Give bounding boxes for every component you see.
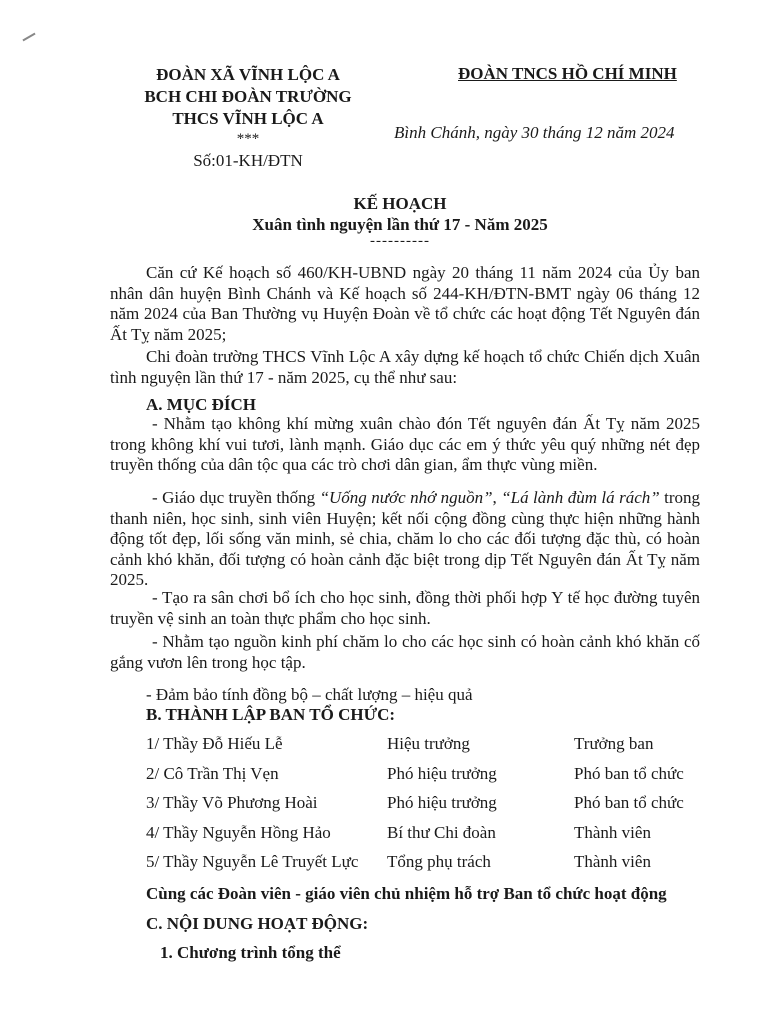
purpose-item-5: - Đảm bảo tính đồng bộ – chất lượng – hiệu quả (146, 685, 473, 704)
quote-uong-nuoc: “Uống nước nhớ nguồn” (319, 488, 493, 507)
purpose-item-2-prefix: - Giáo dục truyền thống (152, 488, 320, 507)
member-name: 5/ Thầy Nguyễn Lê Truyết Lực (146, 852, 359, 872)
member-role: Thành viên (574, 822, 651, 842)
quote-separator: , (492, 488, 502, 507)
member-role: Phó ban tổ chức (574, 763, 684, 783)
member-position: Tổng phụ trách (387, 852, 491, 872)
committee-row (146, 793, 706, 823)
purpose-item-3: - Tạo ra sân chơi bổ ích cho học sinh, đồng thời phối hợp Y tế học đường tuyên truyền vệ sinh an toàn thực phẩm cho học sinh. (110, 588, 700, 628)
org-line-1: ĐOÀN XÃ VĨNH LỘC A (156, 65, 340, 84)
issuing-organization (118, 64, 378, 172)
document-title: KẾ HOẠCH (353, 194, 447, 213)
org-line-3: THCS VĨNH LỘC A (172, 109, 324, 128)
section-b-heading: B. THÀNH LẬP BAN TỔ CHỨC: (146, 705, 396, 724)
section-a-heading: A. MỤC ĐÍCH (146, 395, 257, 414)
member-position: Phó hiệu trưởng (387, 793, 497, 813)
member-position: Bí thư Chi đoàn (387, 822, 496, 842)
committee-row (146, 734, 706, 764)
member-name: 2/ Cô Trần Thị Vẹn (146, 763, 279, 783)
committee-support-note: Cùng các Đoàn viên - giáo viên chủ nhiệm hỗ trợ Ban tổ chức hoạt động (146, 884, 667, 903)
document-title-block (200, 193, 600, 247)
member-role: Trưởng ban (574, 734, 654, 753)
committee-row (146, 823, 706, 853)
purpose-item-4: - Nhằm tạo nguồn kinh phí chăm lo cho các học sinh có hoàn cảnh khó khăn cố gắng vươn lên trong học tập. (110, 632, 700, 672)
member-position: Phó hiệu trưởng (387, 763, 497, 783)
date-line: Bình Chánh, ngày 30 tháng 12 năm 2024 (394, 123, 675, 142)
scan-mark (22, 33, 35, 42)
purpose-item-2 (110, 488, 700, 591)
document-subtitle: Xuân tình nguyện lần thứ 17 - Năm 2025 (252, 215, 548, 234)
union-name: ĐOÀN TNCS HỒ CHÍ MINH (458, 64, 677, 83)
quote-la-lanh: “Lá lành đùm lá rách” (501, 488, 660, 507)
member-name: 4/ Thầy Nguyễn Hồng Hảo (146, 822, 331, 842)
stars-separator: *** (236, 131, 260, 147)
section-c-heading: C. NỘI DUNG HOẠT ĐỘNG: (146, 914, 369, 933)
committee-row (146, 764, 706, 794)
member-position: Hiệu trưởng (387, 734, 470, 753)
intro-paragraph-2: Chi đoàn trường THCS Vĩnh Lộc A xây dựng kế hoạch tổ chức Chiến dịch Xuân tình nguyện lần thứ 17 - năm 2025, cụ thể như sau: (110, 347, 700, 387)
purpose-item-2-rest: trong thanh niên, học sinh, sinh viên Huyện; kết nối cộng đồng cùng thực hiện những hành động tốt đẹp, lối sống văn minh, sẻ chia, chăm lo cho các đối tượng đặc thù, có hoàn cảnh khó khăn, đối tượng có hoàn cảnh đặc biệt trong dịp Tết Nguyên đán Ất Tỵ năm 2025. (110, 488, 701, 589)
document-number: Số:01-KH/ĐTN (193, 151, 303, 170)
committee-list (146, 734, 706, 882)
member-role: Thành viên (574, 852, 651, 872)
member-role: Phó ban tổ chức (574, 793, 684, 813)
purpose-item-1: - Nhằm tạo không khí mừng xuân chào đón Tết nguyên đán Ất Tỵ năm 2025 trong không khí vui tươi, lành mạnh. Giáo dục các em ý thức yêu quý những nét đẹp truyền thống của dân tộc qua các trò chơi dân gian, ẩm thực vùng miền. (110, 414, 700, 474)
member-name: 3/ Thầy Võ Phương Hoài (146, 793, 318, 813)
intro-paragraph-1: Căn cứ Kế hoạch số 460/KH-UBND ngày 20 tháng 11 năm 2024 của Ủy ban nhân dân huyện Bình Chánh và Kế hoạch số 244-KH/ĐTN-BMT ngày 06 tháng 12 năm 2024 của Ban Thường vụ Huyện Đoàn về tổ chức các hoạt động Tết Nguyên đán Ất Tỵ năm 2025; (110, 263, 700, 344)
section-c-sub-1: 1. Chương trình tổng thể (160, 943, 341, 962)
member-name: 1/ Thầy Đỗ Hiếu Lễ (146, 734, 283, 753)
committee-row (146, 852, 706, 882)
title-divider: ---------- (370, 233, 430, 249)
org-line-2: BCH CHI ĐOÀN TRƯỜNG (144, 87, 352, 106)
